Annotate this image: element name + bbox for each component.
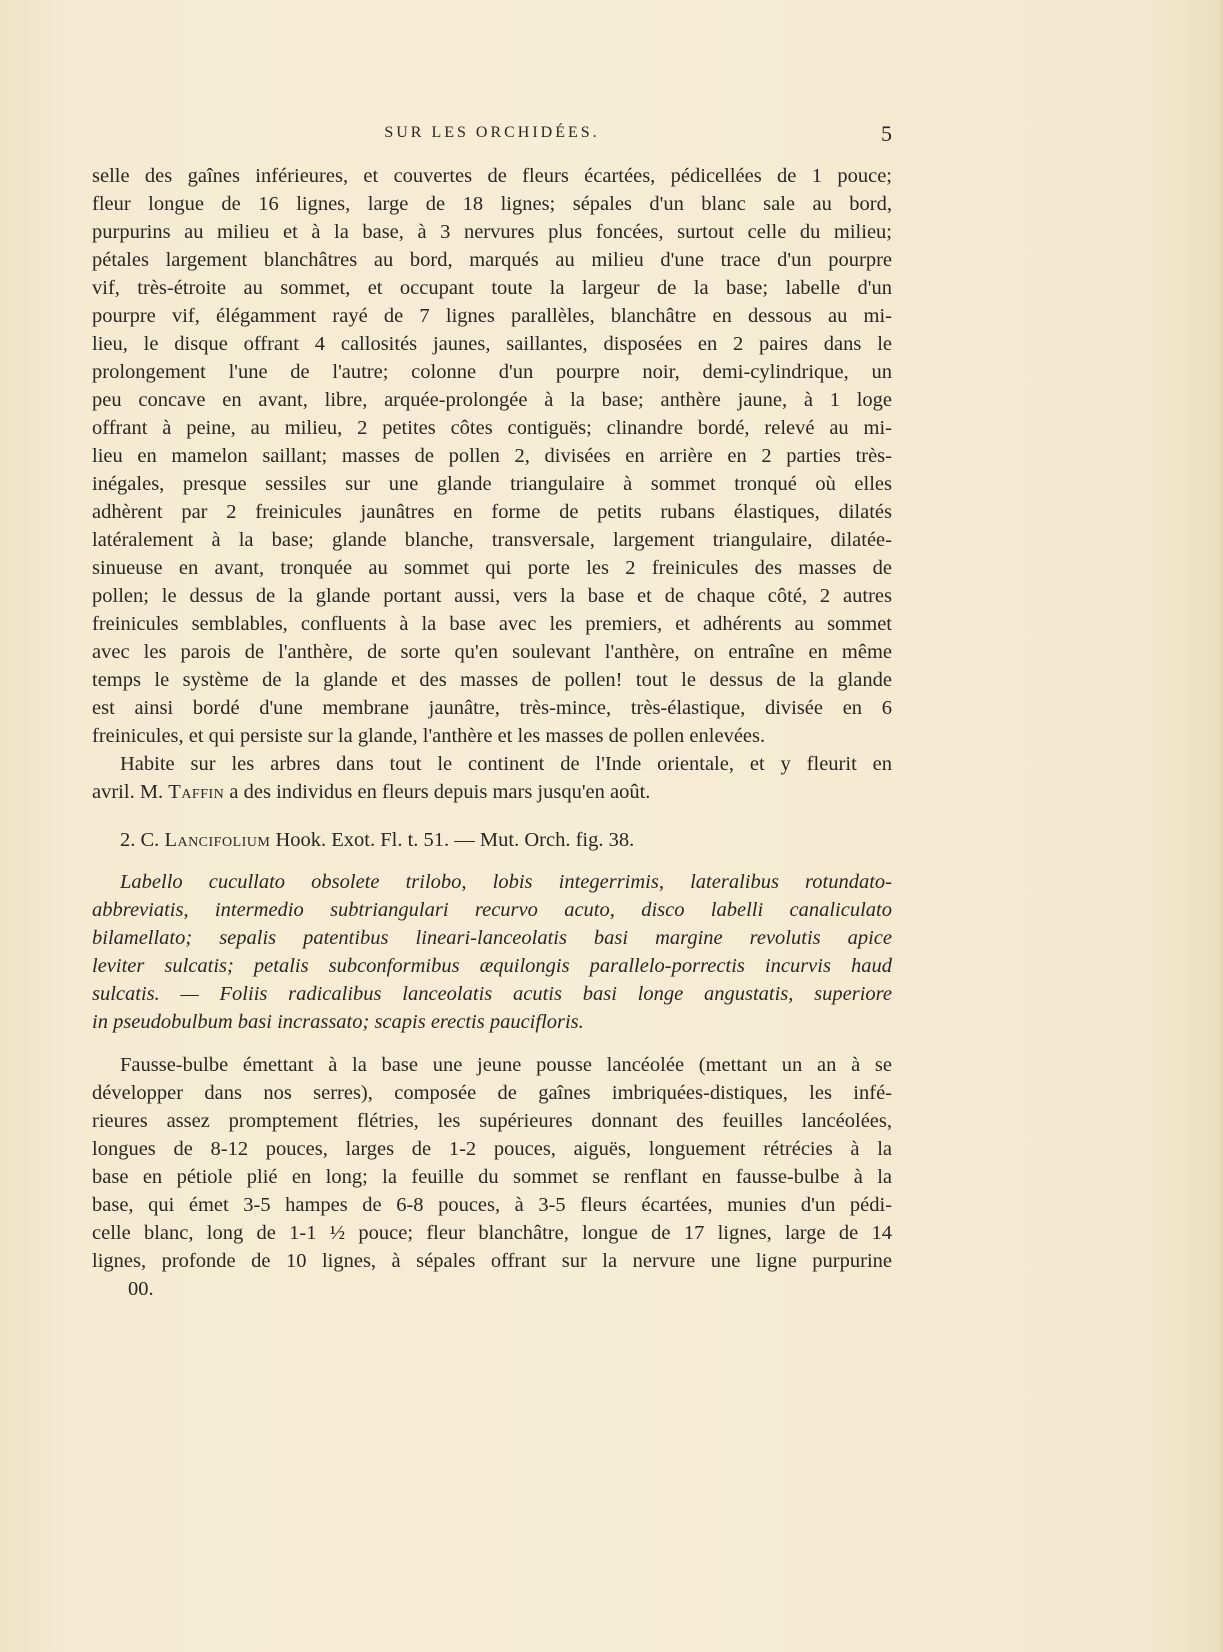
text-line: pétales largement blanchâtres au bord, marqués au milieu d'une trace d'un pourpre [92,249,892,271]
text-line: base en pétiole plié en long; la feuille du sommet se renflant en fausse-bulbe à la [92,1166,892,1188]
latin-line: sulcatis. — Foliis radicalibus lanceolatis acutis basi longe angustatis, superiore [92,983,892,1005]
text-line: offrant à peine, au milieu, 2 petites côtes contiguës; clinandre bordé, relevé au mi- [92,417,892,439]
text-line: temps le système de la glande et des masses de pollen! tout le dessus de la glande [92,669,892,691]
text-line: prolongement l'une de l'autre; colonne d'un pourpre noir, demi-cylindrique, un [92,361,892,383]
latin-diagnosis [92,868,892,1036]
text-line: latéralement à la base; glande blanche, transversale, largement triangulaire, dilatée- [92,529,892,551]
text-line: lieu, le disque offrant 4 callosités jaunes, saillantes, disposées en 2 paires dans le [92,333,892,355]
signature-mark: 00. [128,1278,154,1300]
latin-line: in pseudobulbum basi incrassato; scapis erectis paucifloris. [92,1011,584,1033]
text-line: fleur longue de 16 lignes, large de 18 lignes; sépales d'un blanc sale au bord, [92,193,892,215]
text-line: sinueuse en avant, tronquée au sommet qui porte les 2 freinicules des masses de [92,557,892,579]
text-line: selle des gaînes inférieures, et couvertes de fleurs écartées, pédicellées de 1 pouce; [92,165,892,187]
text-line: lignes, profonde de 10 lignes, à sépales offrant sur la nervure une ligne purpurine [92,1250,892,1272]
paragraph-continued-description [92,162,892,806]
text-line: freinicules semblables, confluents à la base avec les premiers, et adhérents au sommet [92,613,892,635]
text-line: lieu en mamelon saillant; masses de pollen 2, divisées en arrière en 2 parties très- [92,445,892,467]
text-line: longues de 8-12 pouces, larges de 1-2 pouces, aiguës, longuement rétrécies à la [92,1138,892,1160]
text-line: vif, très-étroite au sommet, et occupant toute la largeur de la base; labelle d'un [92,277,892,299]
habitat-line: avril. M. Taffin a des individus en fleurs depuis mars jusqu'en août. [92,781,651,803]
paragraph-description [92,1051,892,1303]
text-line: développer dans nos serres), composée de gaînes imbriquées-distiques, les infé- [92,1082,892,1104]
text-line: pourpre vif, élégamment rayé de 7 lignes parallèles, blanchâtre en dessous au mi- [92,305,892,327]
text-line: peu concave en avant, libre, arquée-prolongée à la base; anthère jaune, à 1 loge [92,389,892,411]
text-line: avec les parois de l'anthère, de sorte qu'en soulevant l'anthère, on entraîne en même [92,641,892,663]
text-line: Fausse-bulbe émettant à la base une jeune pousse lancéolée (mettant un an à se [120,1054,892,1076]
running-title: SUR LES ORCHIDÉES. [384,124,600,141]
text-line: est ainsi bordé d'une membrane jaunâtre, très-mince, très-élastique, divisée en 6 [92,697,892,719]
species-heading [92,826,892,854]
text-line: rieures assez promptement flétries, les supérieures donnant des feuilles lancéolées, [92,1110,892,1132]
page-number: 5 [881,121,892,146]
latin-line: Labello cucullato obsolete trilobo, lobis integerrimis, lateralibus rotundato- [120,871,892,893]
text-line: inégales, presque sessiles sur une glande triangulaire à sommet tronqué où elles [92,473,892,495]
latin-line: leviter sulcatis; petalis subconformibus æquilongis parallelo-porrectis incurvis haud [92,955,892,977]
text-line: pollen; le dessus de la glande portant aussi, vers la base et de chaque côté, 2 autres [92,585,892,607]
person-name: Taffin [168,781,225,803]
habitat-line: Habite sur les arbres dans tout le continent de l'Inde orientale, et y fleurit en [120,753,892,775]
page-header [92,121,892,145]
text-line: purpurins au milieu et à la base, à 3 nervures plus foncées, surtout celle du milieu; [92,221,892,243]
text-line: celle blanc, long de 1-1 ½ pouce; fleur blanchâtre, longue de 17 lignes, large de 14 [92,1222,892,1244]
species-citation-line: 2. C. Lancifolium Hook. Exot. Fl. t. 51. — Mut. Orch. fig. 38. [120,829,635,851]
text-line: adhèrent par 2 freinicules jaunâtres en forme de petits rubans élastiques, dilatés [92,501,892,523]
text-line: freinicules, et qui persiste sur la glande, l'anthère et les masses de pollen enlevées. [92,725,766,747]
latin-line: bilamellato; sepalis patentibus lineari-lanceolatis basi margine revolutis apice [92,927,892,949]
species-name: Lancifolium [164,829,271,851]
latin-line: abbreviatis, intermedio subtriangulari recurvo acuto, disco labelli canaliculato [92,899,892,921]
text-line: base, qui émet 3-5 hampes de 6-8 pouces, à 3-5 fleurs écartées, munies d'un pédi- [92,1194,892,1216]
